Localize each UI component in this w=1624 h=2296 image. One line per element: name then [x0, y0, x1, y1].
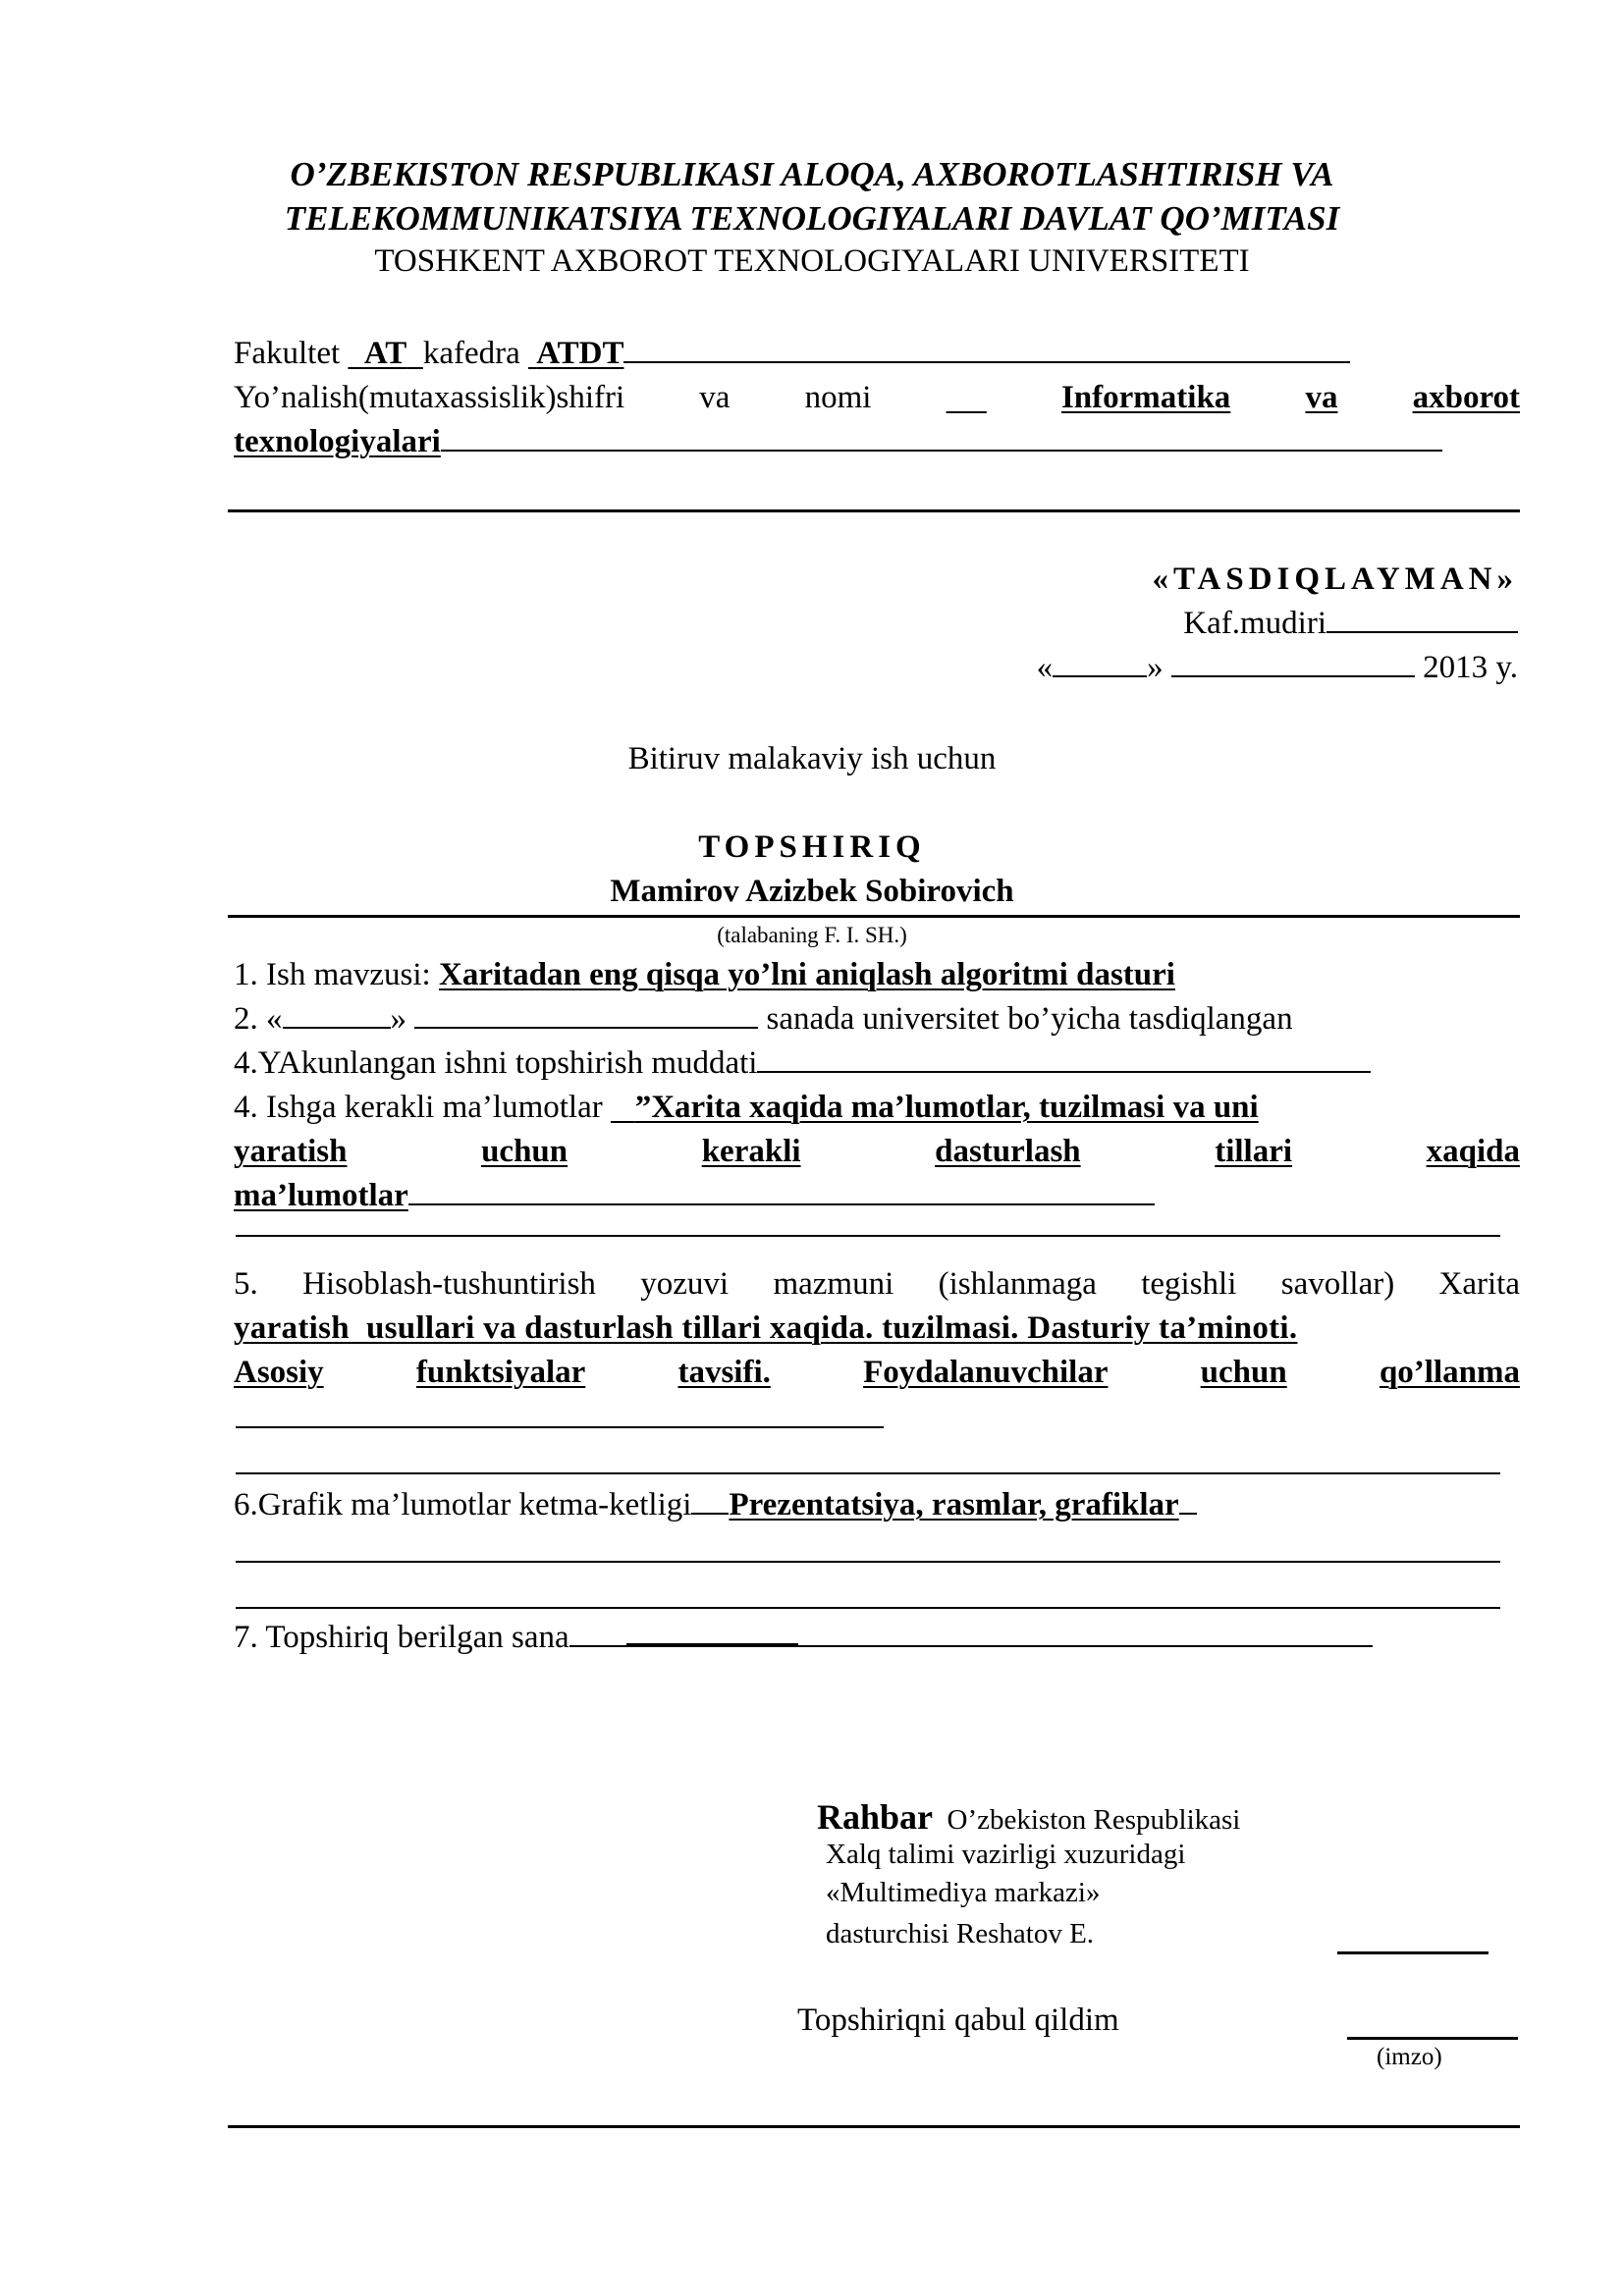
- supervisor-label: Rahbar: [817, 1797, 934, 1837]
- item-5-word-8: Xarita: [1438, 1266, 1520, 1302]
- item-2-day-blank: [283, 1003, 391, 1029]
- head-of-department-line: [1183, 606, 1518, 642]
- item-2-prefix: 2. «: [234, 1001, 283, 1037]
- item-4-line2: [234, 1134, 1520, 1170]
- supervisor-org-3: «Multimediya markazi»: [826, 1877, 1101, 1908]
- direction-blank: [441, 426, 1442, 452]
- item-5-l3-word-6: qo’llanma: [1379, 1355, 1520, 1390]
- direction-label-3: nomi: [804, 380, 872, 415]
- student-underline: [228, 915, 1520, 918]
- department-label: kafedra: [422, 336, 520, 371]
- item-4-label: 4. Ishga kerakli ma’lumotlar: [234, 1090, 603, 1125]
- student-name: Mamirov Azizbek Sobirovich: [610, 874, 1014, 909]
- department-value: ATDT: [536, 336, 624, 371]
- item-6-lead-blank: [691, 1489, 729, 1515]
- item-1: [234, 957, 1175, 993]
- item-3-blank: [757, 1047, 1371, 1073]
- item-5-l3-word-3: tavsifi.: [677, 1355, 771, 1390]
- student-caption: (talabaning F. I. SH.): [717, 923, 907, 947]
- item-5-word-6: tegishli: [1141, 1266, 1237, 1302]
- item-4-word-5: tillari: [1215, 1134, 1293, 1169]
- bottom-divider: [228, 2125, 1520, 2128]
- faculty-value: AT: [363, 336, 407, 371]
- item-6-value: Prezentatsiya, rasmlar, grafiklar: [729, 1487, 1179, 1522]
- item-4-word-6: xaqida: [1426, 1134, 1520, 1169]
- item-5-line2: yaratish usullari va dasturlash tillari xaqida. tuzilmasi. Dasturiy ta’minoti.: [234, 1310, 1298, 1346]
- document-title: TOPSHIRIQ: [698, 829, 926, 865]
- direction-value-3: axborot: [1412, 380, 1520, 415]
- month-blank: [1171, 652, 1415, 677]
- university-name: TOSHKENT AXBOROT TEXNOLOGIYALARI UNIVERSITETI: [374, 243, 1250, 279]
- item-4: [234, 1090, 1520, 1126]
- item-5-blank-2: [236, 1472, 1500, 1474]
- item-6-tail-blank: [1179, 1489, 1197, 1515]
- item-7-date-blank: [626, 1620, 798, 1647]
- item-7: [234, 1620, 1373, 1656]
- item-5-l3-word-5: uchun: [1200, 1355, 1287, 1390]
- supervisor-signature-blank: [1337, 1951, 1489, 1954]
- item-5-blank-1: [236, 1426, 884, 1428]
- direction-value-1: Informatika: [1060, 380, 1231, 415]
- direction-value-2: va: [1305, 380, 1338, 415]
- head-signature-blank: [1326, 608, 1518, 633]
- item-5-word-3: yozuvi: [640, 1266, 730, 1302]
- supervisor-org-2: Xalq talimi vazirligi xuzuridagi: [826, 1839, 1186, 1870]
- student-signature-blank: [1347, 2037, 1518, 2040]
- item-3-label: 4.YAkunlangan ishni topshirish muddati: [234, 1045, 758, 1081]
- accepted-label: Topshiriqni qabul qildim: [797, 2002, 1119, 2038]
- item-7-label: 7. Topshiriq berilgan sana: [234, 1620, 569, 1655]
- item-4-blank: [408, 1180, 1155, 1205]
- date-open-quote: «: [1036, 650, 1054, 685]
- divider-line: [228, 509, 1520, 512]
- item-4-word-4: dasturlash: [935, 1134, 1081, 1169]
- document-subtitle: Bitiruv malakaviy ish uchun: [627, 741, 997, 776]
- item-6-blank-2: [236, 1607, 1500, 1609]
- item-4-value-cont: ma’lumotlar: [234, 1178, 408, 1213]
- date-close-quote: »: [1147, 650, 1164, 685]
- head-label: Kaf.mudiri: [1183, 606, 1326, 641]
- item-6-blank-1: [236, 1561, 1500, 1563]
- direction-value-cont: texnologiyalari: [234, 424, 441, 459]
- item-2: [234, 1001, 1293, 1038]
- signature-caption: (imzo): [1377, 2044, 1442, 2070]
- item-3: [234, 1045, 1371, 1082]
- approval-date-line: [1037, 650, 1518, 686]
- item-5-word-1: 5.: [234, 1266, 258, 1302]
- item-4-word-3: kerakli: [701, 1134, 801, 1169]
- item-5-line3: [234, 1355, 1520, 1391]
- item-1-label: 1. Ish mavzusi:: [234, 957, 439, 992]
- faculty-label: Fakultet: [234, 336, 341, 371]
- item-4-line3: [234, 1178, 1155, 1214]
- item-2-suffix: sanada universitet bo’yicha tasdiqlangan: [766, 1001, 1293, 1037]
- department-blank: [623, 338, 1350, 363]
- ministry-title-line2: TELEKOMMUNIKATSIYA TEXNOLOGIYALARI DAVLAT QO’MITASI: [284, 199, 1340, 238]
- item-5-l3-word-4: Foydalanuvchilar: [863, 1355, 1109, 1390]
- direction-label-2: va: [699, 380, 731, 415]
- item-5-l3-word-2: funktsiyalar: [415, 1355, 586, 1390]
- item-5-word-7: savollar): [1280, 1266, 1395, 1302]
- direction-value-lead: [947, 380, 987, 416]
- item-2-mid: »: [390, 1001, 406, 1037]
- supervisor-position: dasturchisi Reshatov E.: [826, 1918, 1095, 1949]
- direction-line-cont: [234, 424, 1442, 460]
- item-7-blank-1: [569, 1622, 626, 1647]
- supervisor-org-1: O’zbekiston Respublikasi: [947, 1804, 1241, 1836]
- item-4-word-2: uchun: [481, 1134, 568, 1169]
- faculty-line: [234, 336, 1350, 372]
- direction-line: [234, 380, 1520, 416]
- supervisor-line1: [817, 1796, 1240, 1838]
- item-5-word-2: Hisoblash-tushuntirish: [302, 1266, 596, 1302]
- item-4-extra-blank: [236, 1235, 1500, 1237]
- approval-title: «TASDIQLAYMAN»: [1152, 561, 1518, 597]
- item-1-value: Xaritadan eng qisqa yo’lni aniqlash algoritmi dasturi: [438, 957, 1175, 992]
- item-5-line1: [234, 1266, 1520, 1303]
- item-2-month-blank: [414, 1003, 758, 1029]
- direction-label-1: Yo’nalish(mutaxassislik)shifri: [234, 380, 625, 415]
- item-5-word-5: (ishlanmaga: [938, 1266, 1097, 1302]
- ministry-title-line1: O’ZBEKISTON RESPUBLIKASI ALOQA, AXBOROTLASHTIRISH VA: [290, 155, 1334, 193]
- item-5-word-4: mazmuni: [773, 1266, 894, 1302]
- item-4-value: ”Xarita xaqida ma’lumotlar, tuzilmasi va uni: [634, 1090, 1259, 1125]
- item-6-label: 6.Grafik ma’lumotlar ketma-ketligi: [234, 1487, 692, 1522]
- item-6: [234, 1487, 1197, 1523]
- approval-year: 2013 y.: [1423, 650, 1518, 685]
- day-blank: [1053, 652, 1147, 677]
- item-5-l3-word-1: Asosiy: [234, 1355, 324, 1390]
- item-4-word-1: yaratish: [234, 1134, 348, 1169]
- item-7-blank-2: [798, 1622, 1373, 1647]
